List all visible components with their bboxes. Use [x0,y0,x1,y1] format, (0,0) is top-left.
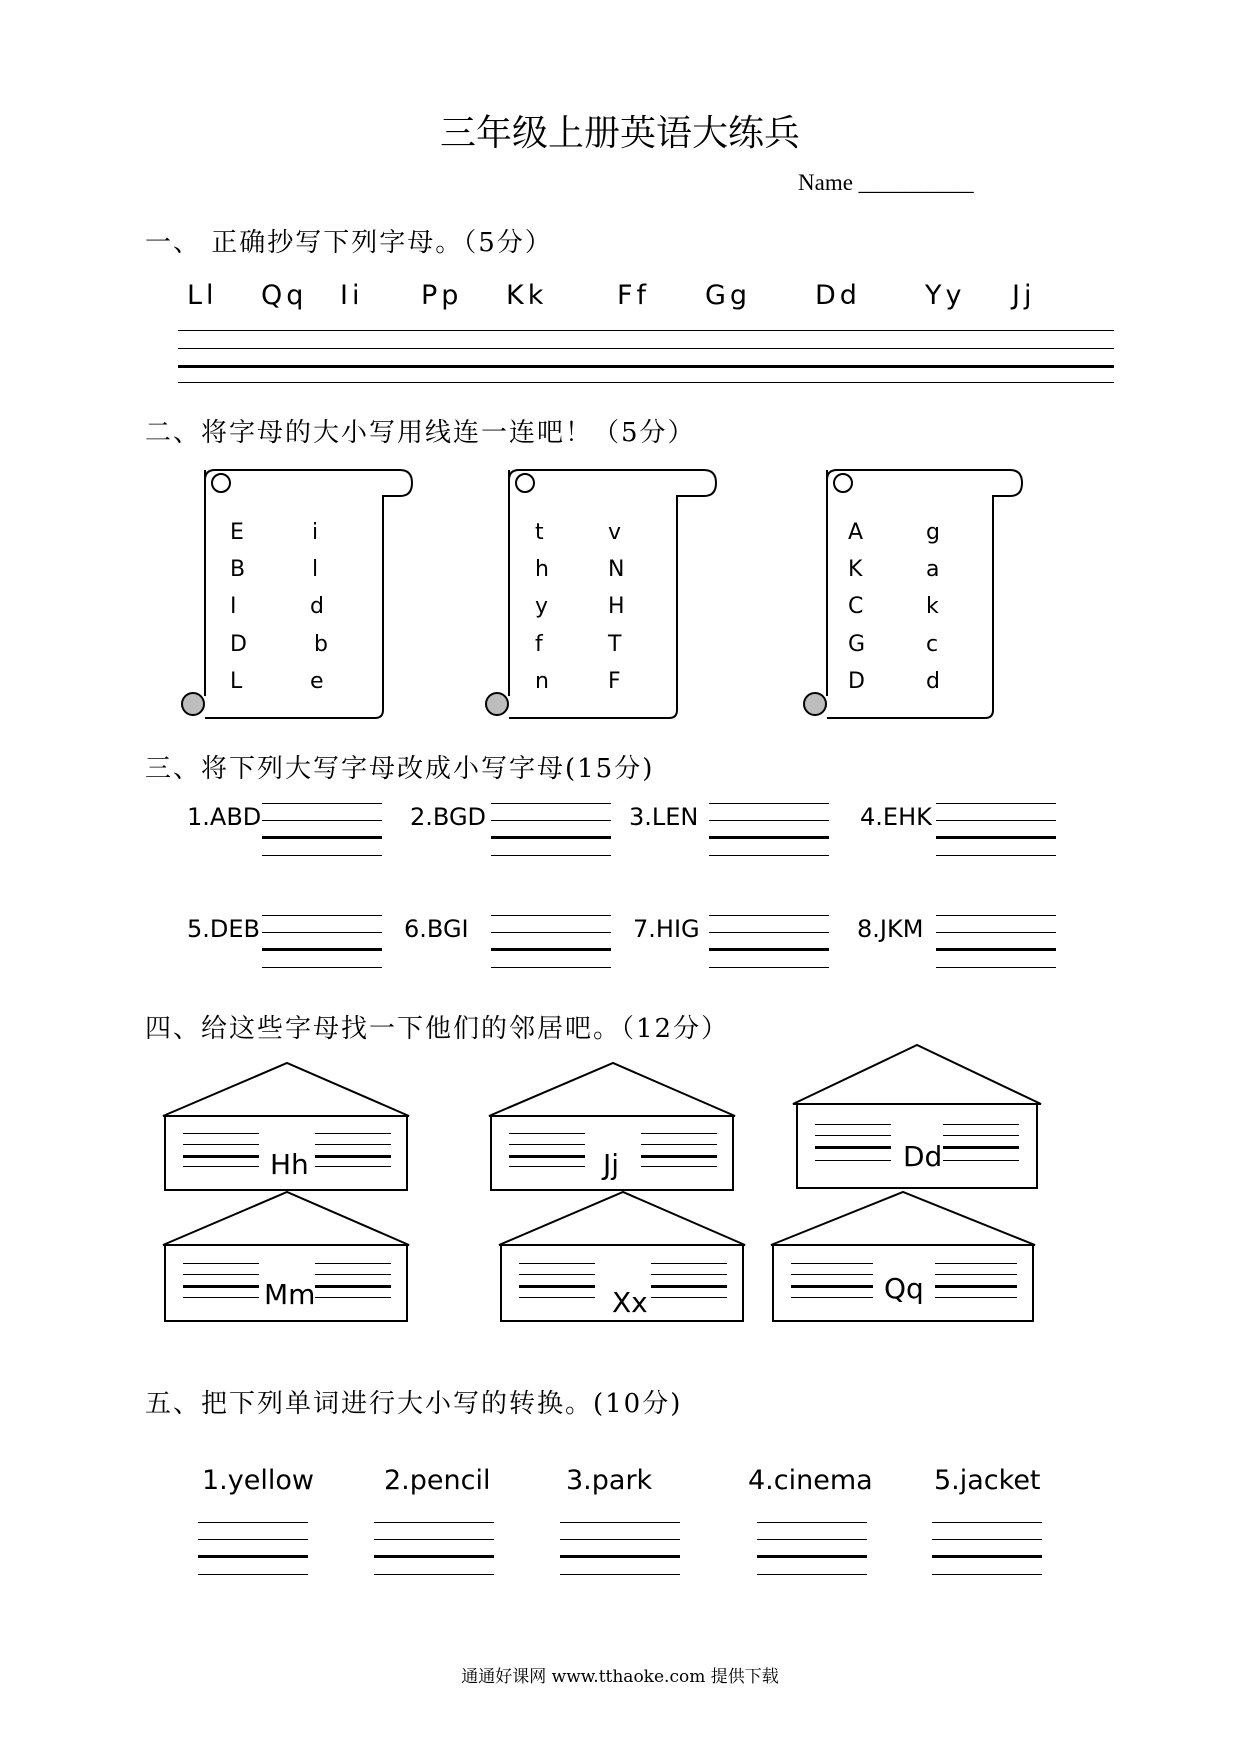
question-item: 7.HIG [633,915,700,943]
house-letter-pair: Qq [884,1272,924,1305]
letter-pair: Ff [617,280,651,311]
house-letter-pair: Xx [612,1286,648,1319]
letter-pair: Ll [187,280,218,311]
house-letter-pair: Dd [903,1140,943,1173]
scroll-letter[interactable]: e [310,669,324,694]
scroll-letter[interactable]: f [535,632,543,657]
scroll-letter[interactable]: I [230,594,237,619]
scroll-letter[interactable]: t [535,520,544,545]
footer-text: 通通好课网 www.tthaoke.com 提供下载 [461,1667,779,1687]
scroll-letter[interactable]: c [926,632,939,657]
question-item: 5.DEB [187,915,261,943]
word-item: 5.jacket [934,1465,1041,1496]
house-letter-pair: Hh [270,1148,309,1181]
letter-pair: Yy [925,280,966,311]
letter-pair: Ii [340,280,364,311]
name-field-label: Name __________ [798,170,974,195]
question-item: 1.ABD [187,803,262,831]
letter-pair: Dd [815,280,861,311]
scroll-letter[interactable]: E [230,520,244,545]
scroll-letter[interactable]: N [608,557,625,582]
section-5-heading: 五、把下列单词进行大小写的转换。(10分) [145,1389,683,1419]
scroll-letter[interactable]: D [848,669,865,694]
scroll-letter[interactable]: a [926,557,940,582]
house-letter-pair: Jj [603,1148,620,1181]
letter-pair: Qq [261,280,308,311]
scroll-letter[interactable]: i [312,520,319,545]
scroll-letter[interactable]: l [312,557,319,582]
question-item: 2.BGD [410,803,487,831]
word-item: 3.park [566,1465,653,1496]
section-3-heading: 三、将下列大写字母改成小写字母(15分) [145,754,655,784]
scroll-letter[interactable]: b [314,632,328,657]
letter-pair: Gg [705,280,752,311]
scroll-letter[interactable]: G [848,632,866,657]
letter-pair: Pp [421,280,463,311]
scroll-letter[interactable]: T [608,632,622,657]
question-item: 6.BGI [404,915,469,943]
scroll-letter[interactable]: g [926,520,940,545]
answer-lines[interactable] [757,1522,867,1576]
scroll-letter[interactable]: C [848,594,864,619]
answer-lines[interactable] [932,1522,1042,1576]
letter-pair: Kk [506,280,548,311]
scroll-letter[interactable]: v [608,520,622,545]
scroll-letter[interactable]: H [608,594,625,619]
word-item: 1.yellow [202,1465,314,1496]
section-4-heading: 四、给这些字母找一下他们的邻居吧。（12分） [145,1014,730,1044]
scroll-letter[interactable]: B [230,557,246,582]
question-item: 8.JKM [857,915,924,943]
word-item: 4.cinema [748,1465,873,1496]
scroll-letter[interactable]: A [848,520,864,545]
scroll-letter[interactable]: d [310,594,324,619]
answer-lines[interactable] [374,1522,494,1576]
letter-pair: Jj [1012,280,1036,311]
scroll-letter[interactable]: y [535,594,549,619]
question-item: 3.LEN [629,803,699,831]
question-item: 4.EHK [860,803,932,831]
answer-lines[interactable] [560,1522,680,1576]
house-letter-pair: Mm [264,1278,316,1311]
section-2-heading: 二、将字母的大小写用线连一连吧！（5分） [145,418,696,448]
scroll-letter[interactable]: F [608,669,621,694]
page-title: 三年级上册英语大练兵 [439,113,800,154]
section-1-heading: 一、 正确抄写下列字母。（5分） [145,228,553,258]
scroll-letter[interactable]: L [230,669,243,694]
scroll-letter[interactable]: n [535,669,549,694]
answer-lines[interactable] [198,1522,308,1576]
scroll-letter[interactable]: D [230,632,247,657]
word-item: 2.pencil [384,1465,491,1496]
scroll-letter[interactable]: h [535,557,549,582]
scroll-letter[interactable]: k [926,594,939,619]
scroll-letter[interactable]: d [926,669,940,694]
scroll-letter[interactable]: K [848,557,863,582]
